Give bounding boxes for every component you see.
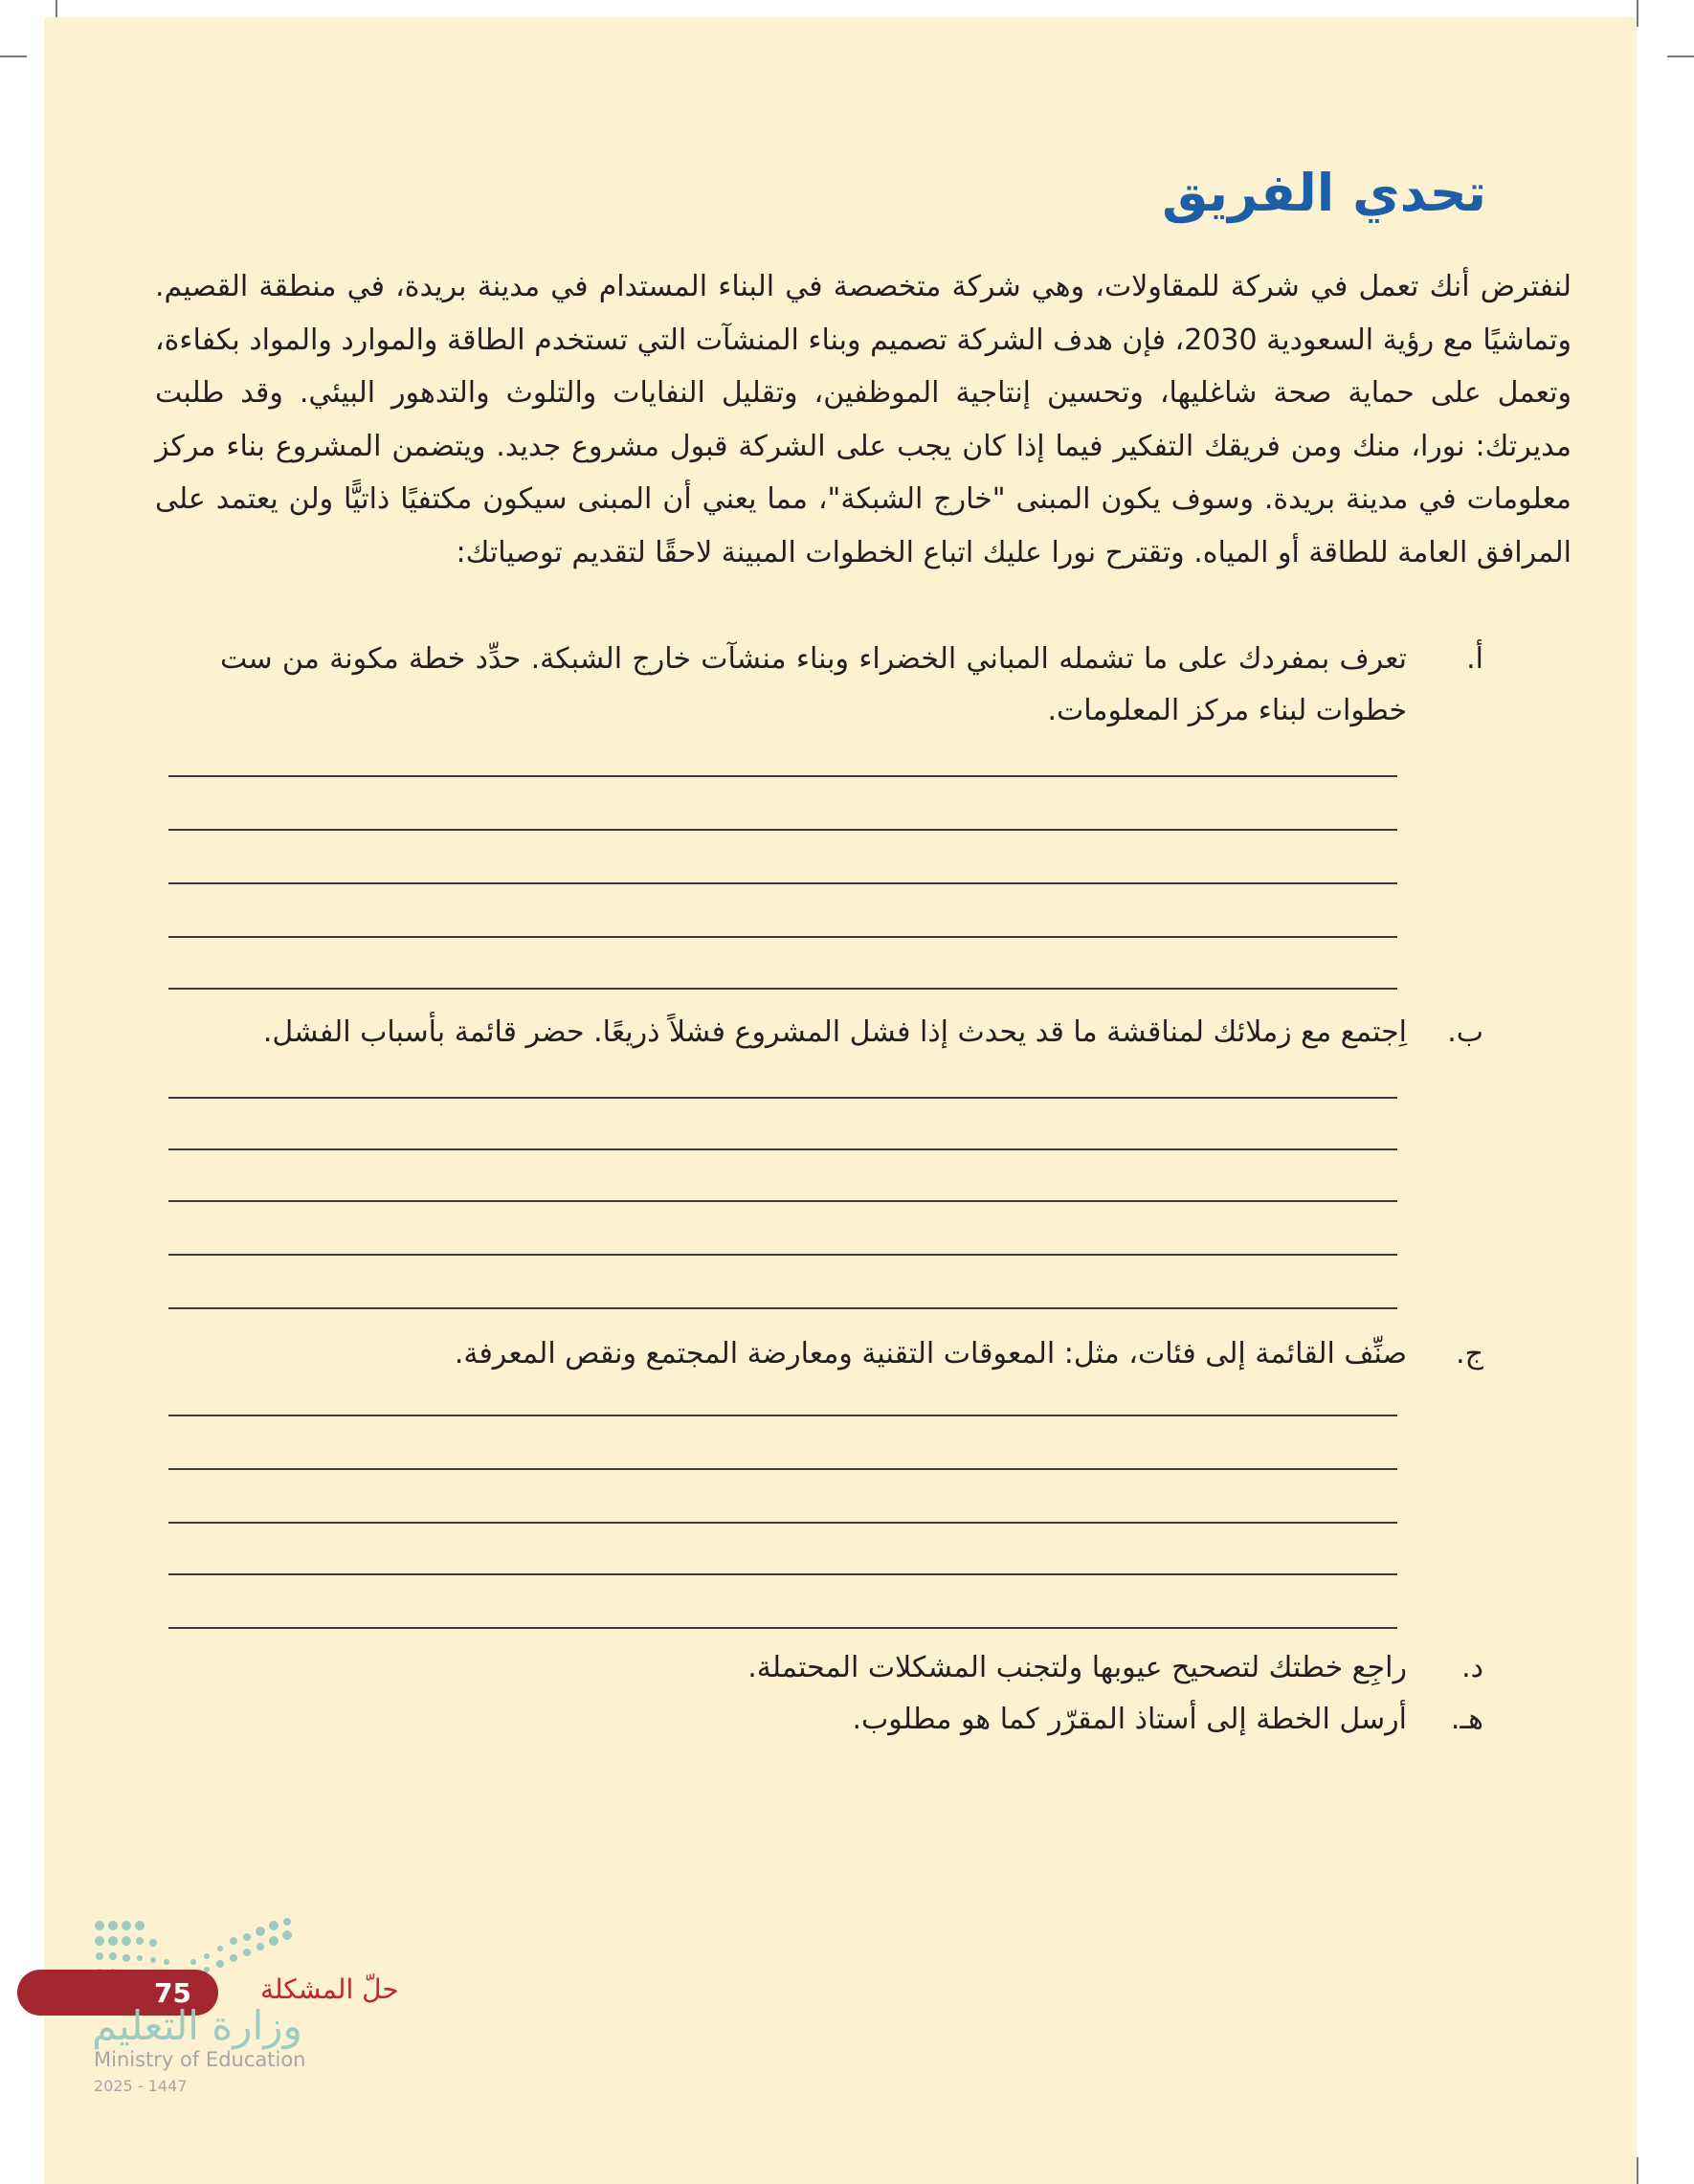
page-title: تحدي الفريق <box>1162 163 1486 223</box>
ministry-name-ar: وزارة التعليم <box>92 2002 302 2049</box>
list-item <box>220 634 1483 737</box>
crop-mark <box>0 56 27 57</box>
item-marker: أ. <box>1466 642 1483 676</box>
list-item <box>220 1642 1483 1694</box>
answer-line[interactable] <box>168 775 1397 777</box>
answer-line[interactable] <box>168 1307 1397 1309</box>
crop-mark <box>1637 2157 1638 2184</box>
page-number: 75 <box>154 1976 191 2009</box>
answer-line[interactable] <box>168 1468 1397 1470</box>
item-text: راجِع خطتك لتصحيح عيوبها ولتجنب المشكلات المحتملة. <box>747 1651 1407 1684</box>
answer-line[interactable] <box>168 936 1397 938</box>
item-text: تعرف بمفردك على ما تشمله المباني الخضراء وبناء منشآت خارج الشبكة. حدِّد خطة مكونة من ست خطوات لبناء مركز المعلومات. <box>220 642 1407 727</box>
item-marker: ج. <box>1456 1337 1483 1371</box>
list-item <box>220 1694 1483 1746</box>
section-label: حلّ المشكلة <box>260 1973 399 2005</box>
answer-line[interactable] <box>168 1627 1397 1629</box>
ministry-name-en: Ministry of Education <box>94 2048 306 2071</box>
answer-line[interactable] <box>168 882 1397 884</box>
answer-line[interactable] <box>168 1148 1397 1150</box>
crop-mark <box>1667 56 1694 57</box>
intro-paragraph: لنفترض أنك تعمل في شركة للمقاولات، وهي شركة متخصصة في البناء المستدام في مدينة بريدة، في منطقة القصيم. وتماشيًا مع رؤية السعودية 2030، فإن هدف الشركة تصميم وبناء المنشآت التي تستخدم الطاقة والموارد والمواد بكفاءة، وتعمل على حماية صحة شاغليها، وتحسين إنتاجية الموظفين، وتقليل النفايات والتلوث والتدهور البيئي. وقد طلبت مديرتك: نورا، منك ومن فريقك التفكير فيما إذا كان يجب على الشركة قبول مشروع جديد. ويتضمن المشروع بناء مركز معلومات في مدينة بريدة. وسوف يكون المبنى "خارج الشبكة"، مما يعني أن المبنى سيكون مكتفيًا ذاتيًّا ولن يعتمد على المرافق العامة للطاقة أو المياه. وتقترح نورا عليك اتباع الخطوات المبينة لاحقًا لتقديم توصياتك: <box>155 270 1571 569</box>
item-text: صنِّف القائمة إلى فئات، مثل: المعوقات التقنية ومعارضة المجتمع ونقص المعرفة. <box>454 1337 1407 1371</box>
list-item <box>220 1328 1483 1380</box>
list-item <box>220 1007 1483 1059</box>
answer-line[interactable] <box>168 988 1397 990</box>
item-marker: د. <box>1461 1651 1483 1684</box>
item-marker: هـ. <box>1450 1703 1483 1736</box>
edition-year: 2025 - 1447 <box>94 2077 188 2095</box>
item-text: اِجتمع مع زملائك لمناقشة ما قد يحدث إذا فشل المشروع فشلاً ذريعًا. حضر قائمة بأسباب الفشل. <box>262 1015 1407 1049</box>
answer-line[interactable] <box>168 1522 1397 1524</box>
item-text: أرسل الخطة إلى أستاذ المقرّر كما هو مطلوب. <box>852 1703 1407 1736</box>
answer-line[interactable] <box>168 1097 1397 1099</box>
answer-line[interactable] <box>168 1573 1397 1575</box>
answer-line[interactable] <box>168 1200 1397 1202</box>
answer-line[interactable] <box>168 829 1397 831</box>
crop-mark <box>1637 0 1638 27</box>
item-marker: ب. <box>1447 1015 1483 1049</box>
answer-line[interactable] <box>168 1415 1397 1416</box>
answer-line[interactable] <box>168 1254 1397 1256</box>
